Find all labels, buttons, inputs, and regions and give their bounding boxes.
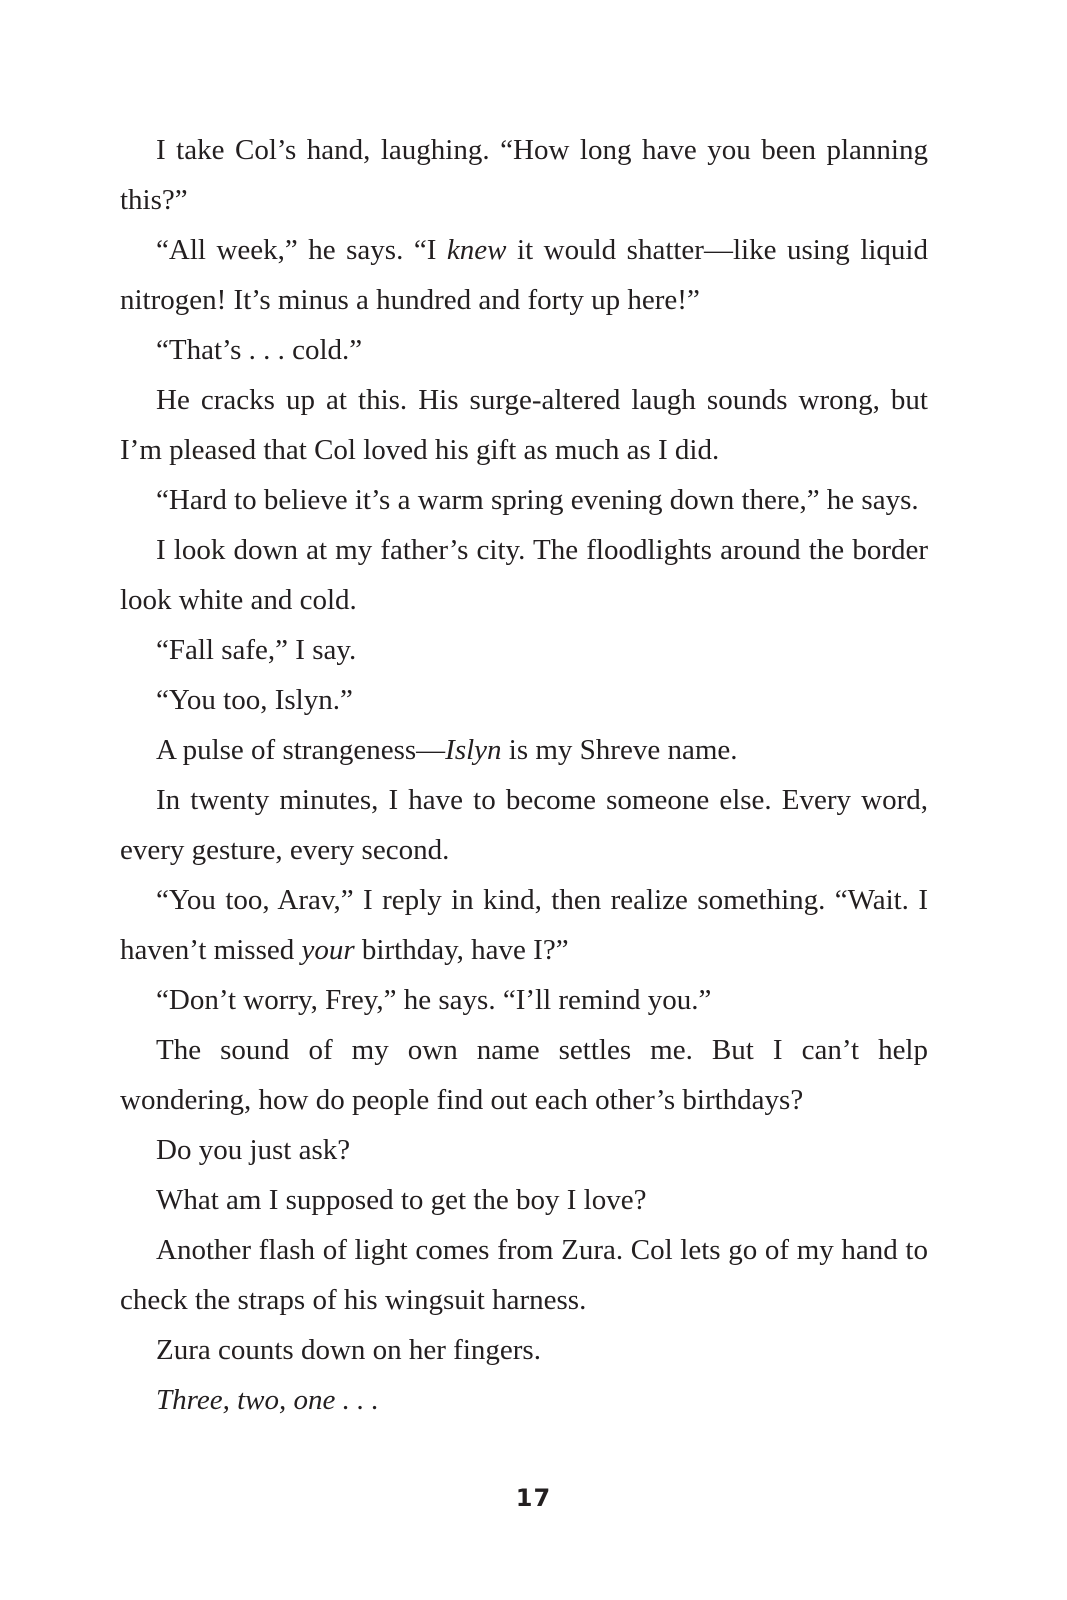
paragraph bbox=[120, 325, 928, 375]
text-run: In twenty minutes, I have to become someone else. Every word, every gesture, every second. bbox=[120, 784, 928, 866]
italic-text-run: Islyn bbox=[445, 734, 502, 766]
paragraph bbox=[120, 525, 928, 625]
paragraph bbox=[120, 1125, 928, 1175]
text-run: The sound of my own name settles me. But I can’t help wondering, how do people find out each other’s birthdays? bbox=[120, 1034, 928, 1116]
text-run: He cracks up at this. His surge-altered laugh sounds wrong, but I’m pleased that Col loved his gift as much as I did. bbox=[120, 384, 928, 466]
paragraph bbox=[120, 225, 928, 325]
page-number: 17 bbox=[515, 1484, 552, 1512]
text-run: “You too, Arav,” I reply in kind, then realize something. “Wait. I haven’t missed bbox=[120, 884, 928, 966]
text-run: What am I supposed to get the boy I love? bbox=[156, 1184, 647, 1216]
italic-text-run: knew bbox=[446, 234, 507, 266]
text-run: “You too, Islyn.” bbox=[156, 684, 353, 716]
text-run: “Don’t worry, Frey,” he says. “I’ll remind you.” bbox=[156, 984, 712, 1016]
text-run: “Fall safe,” I say. bbox=[156, 634, 357, 666]
paragraph bbox=[120, 975, 928, 1025]
paragraph bbox=[120, 675, 928, 725]
paragraph bbox=[120, 1025, 928, 1125]
text-run: Do you just ask? bbox=[156, 1134, 351, 1166]
italic-text-run: your bbox=[301, 934, 355, 966]
text-run: Zura counts down on her fingers. bbox=[156, 1334, 541, 1366]
paragraph bbox=[120, 625, 928, 675]
paragraph bbox=[120, 875, 928, 975]
text-run: Another flash of light comes from Zura. Col lets go of my hand to check the straps of his wingsuit harness. bbox=[120, 1234, 928, 1316]
italic-text-run: Three, two, one . . . bbox=[156, 1384, 379, 1416]
text-run: is my Shreve name. bbox=[501, 734, 738, 766]
text-run: “All week,” he says. “I bbox=[156, 234, 447, 266]
text-run: I look down at my father’s city. The floodlights around the border look white and cold. bbox=[120, 534, 928, 616]
text-run: A pulse of strangeness— bbox=[156, 734, 446, 766]
paragraph bbox=[120, 1375, 928, 1425]
paragraph bbox=[120, 475, 928, 525]
text-run: “That’s . . . cold.” bbox=[156, 334, 363, 366]
paragraph bbox=[120, 1175, 928, 1225]
paragraph bbox=[120, 375, 928, 475]
text-run: “Hard to believe it’s a warm spring evening down there,” he says. bbox=[156, 484, 919, 516]
paragraph bbox=[120, 1225, 928, 1325]
text-run: birthday, have I?” bbox=[354, 934, 569, 966]
paragraph bbox=[120, 725, 928, 775]
text-run: I take Col’s hand, laughing. “How long have you been planning this?” bbox=[120, 134, 928, 216]
paragraph bbox=[120, 125, 928, 225]
paragraph bbox=[120, 1325, 928, 1375]
text-run: it would shatter—like using liquid nitrogen! It’s minus a hundred and forty up here!” bbox=[120, 234, 928, 316]
body-text bbox=[120, 125, 928, 1425]
paragraph bbox=[120, 775, 928, 875]
